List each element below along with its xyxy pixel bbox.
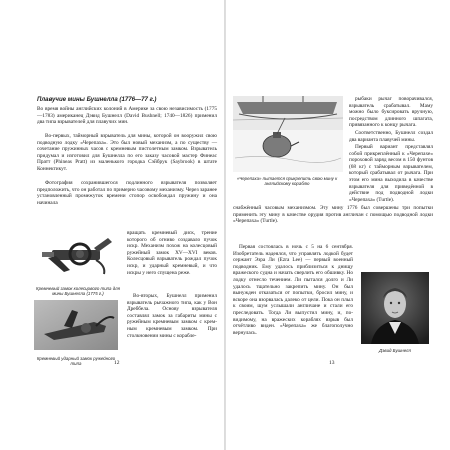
- wheel-lock-photo: [34, 230, 118, 280]
- column-top-two: Соответственно, Бушнелл создал два варианта плавучей мины.: [349, 130, 433, 143]
- wheel-lock-caption: Кремневый замок колесцового типа для мины Бушнелла (1775 г.): [36, 286, 120, 297]
- intro-paragraph: Во время войны английских колоний в Америке за свою независимость (1775—1783) американец Дэвид Бушнелл (David Bushnell; 1740—1826) применил два типа взрывателей для плавучих мин.: [37, 106, 217, 126]
- section-heading: Плавучие мины Бушнелла (1776—77 г.): [37, 96, 157, 103]
- paragraph-two: Во-первых, тайморный взрыватель для мины, которой он вооружил свою подводную лодку «Черепаха». Это был новый механизм, а по существу — сочетание пружинных часов с кремневым пистолетным замком. Взрыватель придумал и изготовил для Бушнелла по его заказу часовой мастер Финеас Пратт (Phineas Pratt) из маленького городка Сэйбрук (Saybrook) в штате Коннектикут.: [37, 133, 217, 172]
- turtle-illustration: [233, 96, 343, 172]
- column-text-bottom: Во-вторых, Бушнелл применил взрыватель рычажного типа, как у Вон Дреббела. Основу взрывателя составлял замок за габариты мины с ружейным кремневым замком с крем-ным кремневым замком. При столкновении мины с корабле-: [127, 293, 217, 339]
- portrait-caption: Дэвид Бушнелл: [379, 348, 411, 353]
- page-number-right: 13: [329, 360, 335, 366]
- body-paragraph-two: Первая состоялась в ночь с 5 на 6 сентября. Изобретатель надеялся, что управлять лодкой будет сержант Эзра Ли (Ezra Lee) — первый военный подводник. Ему удалось приблизиться к днищу вражеского судна и начать сверлить его обшивку. Но лодку отнесло течением. Ли пытался долго и Ли удалось тщательно закрепить мину. Он был вынужден отказаться от попытки, бросил мину, и вскоре она взорвалась далеко от цели. Пока он плыл к своим, шум услышали англичане и стали его преследовать. Тогда Ли выпустил мину, и, по-видимому, на вражеских кораблях взрыв был отчётливо виден. «Черепаха» же благополучно вернулась.: [233, 244, 353, 336]
- flintlock-photo: [34, 300, 118, 350]
- paragraph-three: Фотография сохранившегося подлинного взрывателя позволяет предположить, что он работал по примерно часовому механизму. Через заранее установленный промежуток времени стопор освобождал пружину и она начинала: [37, 180, 217, 206]
- column-top-three: Первый вариант представлял собой прикреплённый к «Черепахе» пороховой заряд весом в 150 фунтов (68 кг) с тайморным взрывателем, который срабатывал от рычага. При этом его мина выходила в качестве взрывателя для приведённой в действие под подводной лодки «Черепаха» (Turtle).: [349, 144, 433, 203]
- body-paragraph-one: снабжённый часовым механизмом. Эту мину 1776 был совершены три попытки применить эту мину в качестве орудия против англичан с помощью подводной лодки «Черепаха» (Turtle).: [233, 205, 433, 225]
- page-number-left: 12: [114, 360, 120, 366]
- flintlock-caption: Кремневый ударный замок ружейного типа: [36, 356, 116, 367]
- column-text-right: вращать кремневый диск, трение которого об огниво создавало пучок искр. Механизм похож на колесцовый ружейный замок XV—XVI веков. Колесцовый взрыватель рождал пучок искр, и ударный кремневый, и что искры у него спущена реже.: [127, 230, 217, 276]
- right-page: [225, 0, 450, 450]
- column-top: рыбаки рычаг поворачивался, взрыватель срабатывал. Маму можно было буксировать вручную, посредством длинного шпагата, привязанного к концу рычага.: [349, 96, 433, 129]
- turtle-caption: «Черепаха» пытается прикрепить свою мину к английскому кораблю: [236, 176, 338, 187]
- bushnell-portrait: [361, 272, 429, 344]
